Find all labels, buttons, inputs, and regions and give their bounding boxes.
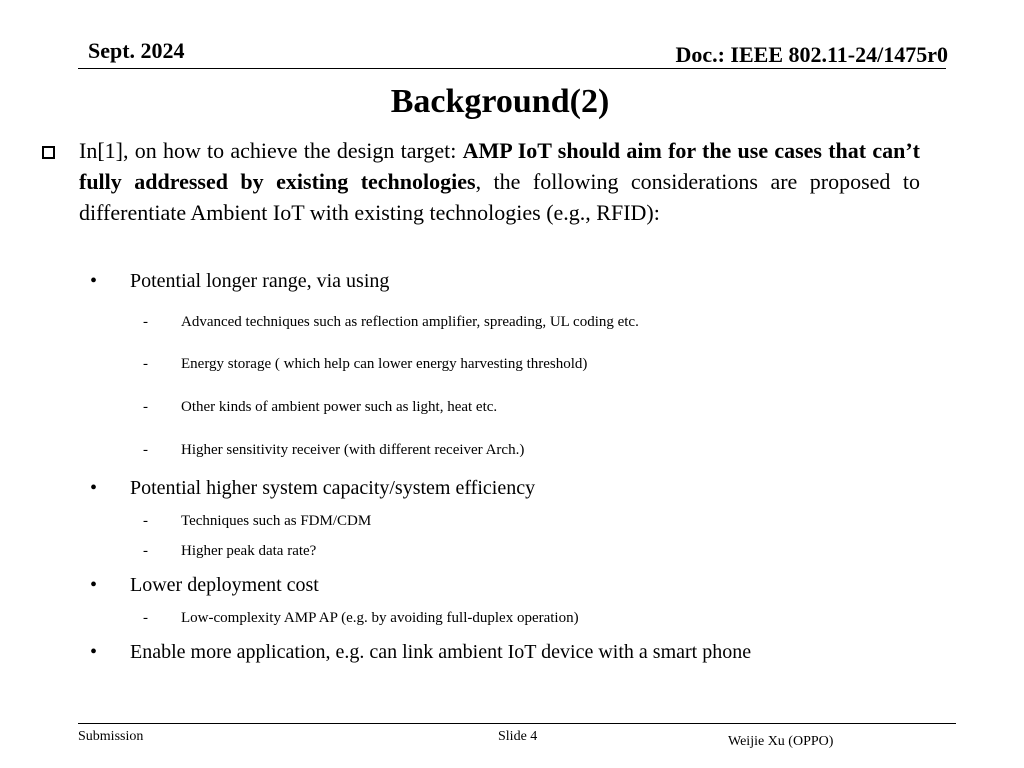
bullet-item — [90, 476, 536, 500]
bullet-item — [90, 640, 752, 664]
sub-item-text: Higher peak data rate? — [181, 543, 317, 559]
bullet-text: Lower deployment cost — [130, 574, 319, 596]
bullet-dot-icon: • — [90, 574, 98, 596]
dash-icon: - — [143, 513, 148, 529]
sub-item-text: Energy storage ( which help can lower energy harvesting threshold) — [181, 356, 588, 372]
sub-item — [143, 397, 498, 417]
dash-icon: - — [143, 442, 148, 458]
dash-icon: - — [143, 610, 148, 626]
intro-bold: AMP IoT should aim for the use cases that can’t fully addressed by existing technologies — [79, 138, 920, 194]
footer-rule — [78, 723, 956, 724]
dash-icon: - — [143, 314, 148, 330]
intro-tail: , the following considerations are proposed to differentiate Ambient IoT with existing technologies (e.g., RFID): — [79, 169, 920, 225]
bullet-text: Potential higher system capacity/system efficiency — [130, 477, 536, 499]
intro-paragraph — [79, 135, 920, 228]
intro-lead: In[1], on how to achieve the design target: — [79, 138, 463, 163]
sub-item-text: Techniques such as FDM/CDM — [181, 513, 372, 529]
slide-title: Background(2) — [390, 83, 610, 120]
sub-item-text: Advanced techniques such as reflection amplifier, spreading, UL coding etc. — [181, 314, 639, 330]
footer-submission: Submission — [78, 729, 144, 744]
dash-icon: - — [143, 356, 148, 372]
sub-item — [143, 440, 525, 460]
sub-item-text: Higher sensitivity receiver (with different receiver Arch.) — [181, 442, 525, 458]
bullet-dot-icon: • — [90, 477, 98, 499]
dash-icon: - — [143, 399, 148, 415]
square-bullet-icon — [42, 146, 55, 159]
bullet-item — [90, 573, 319, 597]
sub-item-text: Low-complexity AMP AP (e.g. by avoiding full-duplex operation) — [181, 610, 579, 626]
header-rule — [78, 68, 946, 69]
sub-item — [143, 608, 579, 628]
sub-item — [143, 354, 588, 374]
bullet-text: Potential longer range, via using — [130, 270, 390, 292]
dash-icon: - — [143, 543, 148, 559]
bullet-dot-icon: • — [90, 270, 98, 292]
bullet-item — [90, 269, 390, 293]
header-date: Sept. 2024 — [88, 38, 185, 63]
footer-author: Weijie Xu (OPPO) — [728, 734, 834, 749]
footer-slide-number: Slide 4 — [498, 729, 538, 744]
sub-item — [143, 511, 372, 531]
sub-item — [143, 312, 639, 332]
sub-item-text: Other kinds of ambient power such as light, heat etc. — [181, 399, 498, 415]
sub-item — [143, 541, 317, 561]
header-doc-id: Doc.: IEEE 802.11-24/1475r0 — [675, 42, 948, 67]
bullet-text: Enable more application, e.g. can link ambient IoT device with a smart phone — [130, 641, 752, 663]
bullet-dot-icon: • — [90, 641, 98, 663]
